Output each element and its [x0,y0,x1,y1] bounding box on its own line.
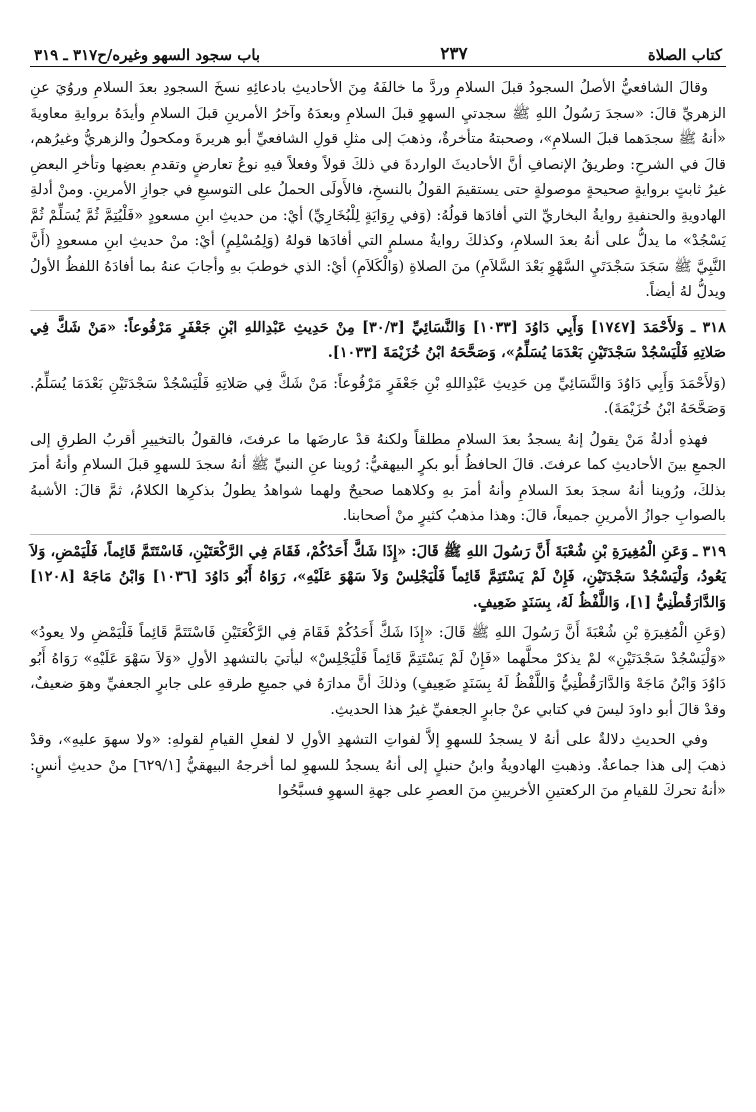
hadith-319-text: ٣١٩ ـ وَعَنِ الْمُغِيرَةِ بْنِ شُعْبَةَ أَنَّ رَسُولَ اللهِ ﷺ قَالَ: «إِذَا شَكَّ أَحَدُكُمْ، فَقَامَ فِي الرَّكْعَتَيْنِ، فَاسْتَتَمَّ قَائِماً، فَلْيَمْضِ، وَلاَ يَعُودُ، وَلْيَسْجُدْ سَجْدَتَيْنِ، فَإِنْ لَمْ يَسْتَتِمَّ قَائِماً فَلْيَجْلِسْ وَلاَ سَهْوَ عَلَيْهِ»، رَوَاهُ أَبُو دَاوُدَ [١٠٣٦] وَابْنُ مَاجَهْ [١٢٠٨] وَالدَّارَقُطْنِيُّ [١]، وَاللَّفْظُ لَهُ، بِسَنَدٍ ضَعِيفٍ. [30,542,727,611]
chapter-title: باب سجود السهو وغيره/ح٣١٧ ـ ٣١٩ [34,46,261,64]
hadith-318-text: ٣١٨ ـ وَلأَحْمَدَ [١٧٤٧] وَأَبِي دَاوُدَ [١٠٣٣] وَالنَّسَائِيِّ [٣٠/٣] مِنْ حَدِيثِ عَبْدِاللهِ ابْنِ جَعْفَرٍ مَرْفُوعاً: «مَنْ شَكَّ فِي صَلاتِهِ فَلْيَسْجُدْ سَجْدَتَيْنِ بَعْدَمَا يُسَلِّمُ»، وَصَحَّحَهُ ابْنُ خُزَيْمَةَ [١٠٣٣]. [30,318,726,361]
page-number: ٢٣٧ [440,44,468,64]
hadith-319-commentary: (وَعَنِ الْمُغِيرَةِ بْنِ شُعْبَةَ أَنَّ رَسُولَ اللهِ ﷺ قَالَ: «إِذَا شَكَّ أَحَدُكُمْ فَقَامَ فِي الرَّكْعَتَيْنِ فَاسْتَتَمَّ قَائِماً فَلْيَمْضِ ولا يعودُ» «وَلْيَسْجُدْ سَجْدَتَيْنِ» لمْ يذكرْ محلَّهما «فَإِنْ لَمْ يَسْتَتِمَّ قَائِماً فَلْيَجْلِسْ» ليأتيَ بالتشهدِ الأولِ «وَلاَ سَهْوَ عَلَيْهِ» رَوَاهُ أَبُو دَاوُدَ وَابْنُ مَاجَهْ وَالدَّارَقُطْنِيُّ وَاللَّفْظُ لَهُ بِسَنَدٍ ضَعِيفٍ) وذلكَ أنَّ مدارَهُ في جميعِ طرقهِ على جابرٍ الجعفيِّ وهوَ ضعيفٌ، وقدْ قالَ أبو داودَ ليسَ في كتابي عنْ جابرٍ الجعفيِّ غيرُ هذا الحديثِ. [30,624,726,718]
hadith-318-commentary: (وَلأَحْمَدَ وَأَبِي دَاوُدَ وَالنَّسَائِيِّ مِن حَدِيثِ عَبْدِاللهِ بْنِ جَعْفَرٍ مَرْفُوعاً: مَنْ شَكَّ فِي صَلاتِهِ فَلْيَسْجُدْ سَجْدَتَيْنِ بَعْدَمَا يُسَلِّمُ. وَصَحَّحَهُ ابْنُ خُزَيْمَةَ). [30,374,726,417]
page-body [30,75,726,804]
commentary-paragraph: وقالَ الشافعيُّ الأصلُ السجودُ قبلَ السلامِ وردَّ ما خالفَهُ مِنَ الأحاديثِ بادعائِهِ نسخَ السجودِ بعدَ السلامِ وروُيَ عنِ الزهريِّ قالَ: «سجدَ رَسُولُ اللهِ ﷺ سجدتيِ السهوِ قبلَ السلامِ وبعدَهُ وآخرُ الأمرينِ قبلَ السلامِ وأيدَهُ بروايةِ معاويةَ «أنهُ ﷺ سجدَهما قبلَ السلامِ»، وصحبتهُ متأخرةٌ، وذهبَ إلى مثلِ قولِ الشافعيِّ أبو هريرةَ ومكحولُ والزهريُّ وغيرُهم، قالَ في الشرحِ: وطريقُ الإنصافِ أنَّ الأحاديثَ الواردةَ في ذلكَ قولاً وفعلاً فيهِ نوعُ تعارضٍ وتقدمِ بعضِها وتأخرِ البعضِ غيرُ ثابتٍ بروايةٍ صحيحةٍ موصولةٍ حتى يستقيمَ القولُ بالنسخِ، فالأَولَى الحملُ على التوسيعِ في جوازِ الأمرينِ. ومنْ أدلةِ الهادويةِ والحنفيةِ روايةُ البخاريِّ التي أفادَها قولُهُ: (وَفي رِوَايَةٍ لِلْبُخَارِيِّ) أيْ: من حديثِ ابنِ مسعودٍ «فَلْيُتِمَّ ثُمَّ يُسَلِّمْ ثُمَّ يَسْجُدْ» ما يدلُّ على أنهُ بعدَ السلامِ، وكذلكَ روايةُ مسلمٍ التي أفادَها قولهُ (وَلِمُسْلِمٍ) أيْ: منْ حديثِ ابنِ مسعودٍ (أَنَّ النَّبِيَّ ﷺ سَجَدَ سَجْدَتَيِ السَّهْوِ بَعْدَ السَّلاَمِ) منَ الصلاةِ (وَالْكَلاَمِ) أيْ: الذي خوطبَ بهِ وأجابَ عنهُ بما أفادَهُ اللفظُ الأولُ ويدلُّ لهُ أيضاً. [30,79,726,300]
section-divider [30,310,726,311]
commentary-paragraph: وفي الحديثِ دلالةٌ على أنهُ لا يسجدُ للسهوِ إلاَّ لفواتِ التشهدِ الأولِ لا لفعلِ القيامِ لقولهِ: «ولا سهوَ عليهِ»، وقدْ ذهبَ إلى هذا جماعةٌ. وذهبتِ الهادويةُ وابنُ حنبلٍ إلى أنهُ يسجدُ للسهوِ لما أخرجهُ البيهقيُّ [٦٢٩/١] منْ حديثِ أنسٍ: «أنهُ تحركَ للقيامِ منَ الركعتينِ الأخريينِ منَ العصرِ على جهةِ السهوِ فسبَّحُوا [30,731,727,799]
commentary-paragraph: فهذهِ أدلةُ مَنْ يقولُ إنهُ يسجدُ بعدَ السلامِ مطلقاً ولكنهُ قدْ عارضَها ما عرفتَ، فالقولُ بالتخييرِ أقربُ الطرقِ إلى الجمعِ بينَ الأحاديثِ كما عرفتَ. قالَ الحافظُ أبو بكرٍ البيهقيُّ: رُوينا عنِ النبيِّ ﷺ أنهُ سجدَ للسهوِ قبلَ السلامِ وأنهُ أمرَ بذلكَ، ورُوينا أنهُ سجدَ بعدَ السلامِ وأنهُ أمرَ بهِ وكلاهما صحيحٌ ولهما شواهدُ يطولُ بذكرِها الكلامُ، ثمَّ قالَ: الأشبهُ بالصوابِ جوازُ الأمرينِ جميعاً، قالَ: وهذا مذهبُ كثيرٍ منْ أصحابنا. [30,430,726,524]
section-divider [30,534,726,535]
book-title: كتاب الصلاة [647,46,722,64]
page-header [30,38,726,67]
